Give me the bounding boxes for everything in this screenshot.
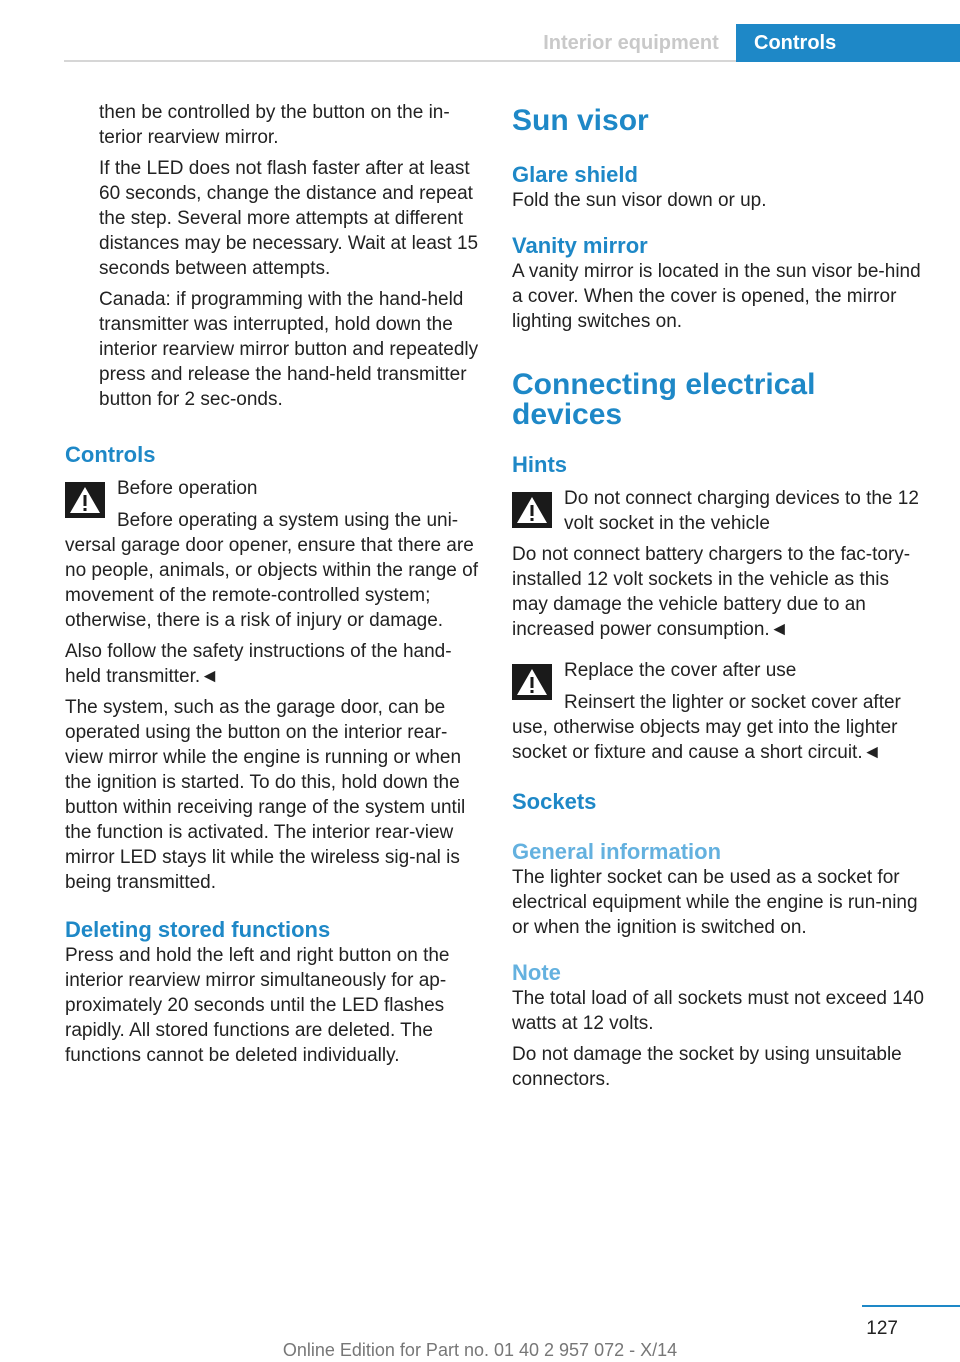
- vanity-mirror-heading: Vanity mirror: [512, 233, 648, 258]
- hints-heading: Hints: [512, 452, 567, 477]
- warning-block: [65, 476, 481, 633]
- paragraph: The total load of all sockets must not exceed 140 watts at 12 volts.: [512, 988, 924, 1034]
- warning-block: [512, 486, 924, 642]
- paragraph: The lighter socket can be used as a socket for electrical equipment while the engine is run-ning or when the ignition is switched on.: [512, 867, 918, 938]
- note-heading: Note: [512, 960, 561, 985]
- paragraph: If the LED does not flash faster after at least 60 seconds, change the distance and repeat the step. Several more attempts at different distances may be necessary. Wait at least 15 seconds between attempts.: [99, 158, 479, 279]
- paragraph: Also follow the safety instructions of the hand-held transmitter.◄: [65, 641, 452, 687]
- paragraph: A vanity mirror is located in the sun visor be-hind a cover. When the cover is opened, the mirror lighting switches on.: [512, 261, 921, 332]
- paragraph: The system, such as the garage door, can be operated using the button on the interior rear-view mirror while the engine is running or when the ignition is started. To do this, hold down the button within receiving range of the system until the function is activated. The interior rear-view mirror LED stays lit while the wireless sig-nal is being transmitted.: [65, 697, 466, 893]
- paragraph: Press and hold the left and right button on the interior rearview mirror simultaneously for ap-proximately 20 seconds until the LED flashes rapidly. All stored functions are deleted. The functions cannot be deleted individually.: [65, 945, 450, 1066]
- footer-rule: [862, 1305, 960, 1307]
- controls-heading: Controls: [65, 442, 156, 467]
- warning-title: Before operation: [117, 478, 258, 499]
- general-information-heading: General information: [512, 839, 722, 864]
- connecting-heading: Connecting electrical devices: [512, 368, 816, 431]
- right-column: [512, 100, 924, 1098]
- warning-title: Do not connect charging devices to the 12 volt socket in the vehicle: [564, 488, 919, 534]
- paragraph: then be controlled by the button on the in-terior rearview mirror.: [99, 102, 450, 148]
- sun-visor-heading: Sun visor: [512, 104, 649, 137]
- deleting-heading: Deleting stored functions: [65, 917, 331, 942]
- paragraph: Fold the sun visor down or up.: [512, 190, 767, 211]
- warning-block: [512, 658, 924, 765]
- glare-shield-heading: Glare shield: [512, 162, 638, 187]
- warning-icon: [512, 492, 552, 528]
- left-column: [65, 100, 481, 1074]
- warning-icon: [65, 482, 105, 518]
- warning-text: Before operating a system using the uni-versal garage door opener, ensure that there are no people, animals, or objects within the range of movement of the remote-controlled system; otherwise, there is a risk of injury or damage.: [65, 510, 478, 631]
- edition-footer: Online Edition for Part no. 01 40 2 957 072 - X/14: [282, 1340, 678, 1360]
- warning-text: Do not connect battery chargers to the fac-tory-installed 12 volt sockets in the vehicle as this may damage the vehicle battery due to an increased power consumption.◄: [512, 544, 911, 640]
- section-tab[interactable]: Interior equipment: [543, 32, 719, 54]
- sockets-heading: Sockets: [512, 789, 597, 814]
- paragraph: Canada: if programming with the hand-held transmitter was interrupted, hold down the interior rearview mirror button and repeatedly press and release the hand-held transmitter button for 2 sec-onds.: [99, 289, 479, 410]
- warning-text: Reinsert the lighter or socket cover after use, otherwise objects may get into the lighter socket or fixture and cause a short circuit.◄: [512, 692, 901, 763]
- warning-icon: [512, 664, 552, 700]
- paragraph: Do not damage the socket by using unsuitable connectors.: [512, 1044, 902, 1090]
- page-number: 127: [866, 1318, 898, 1339]
- chapter-tab[interactable]: Controls: [736, 24, 960, 62]
- warning-title: Replace the cover after use: [564, 660, 797, 681]
